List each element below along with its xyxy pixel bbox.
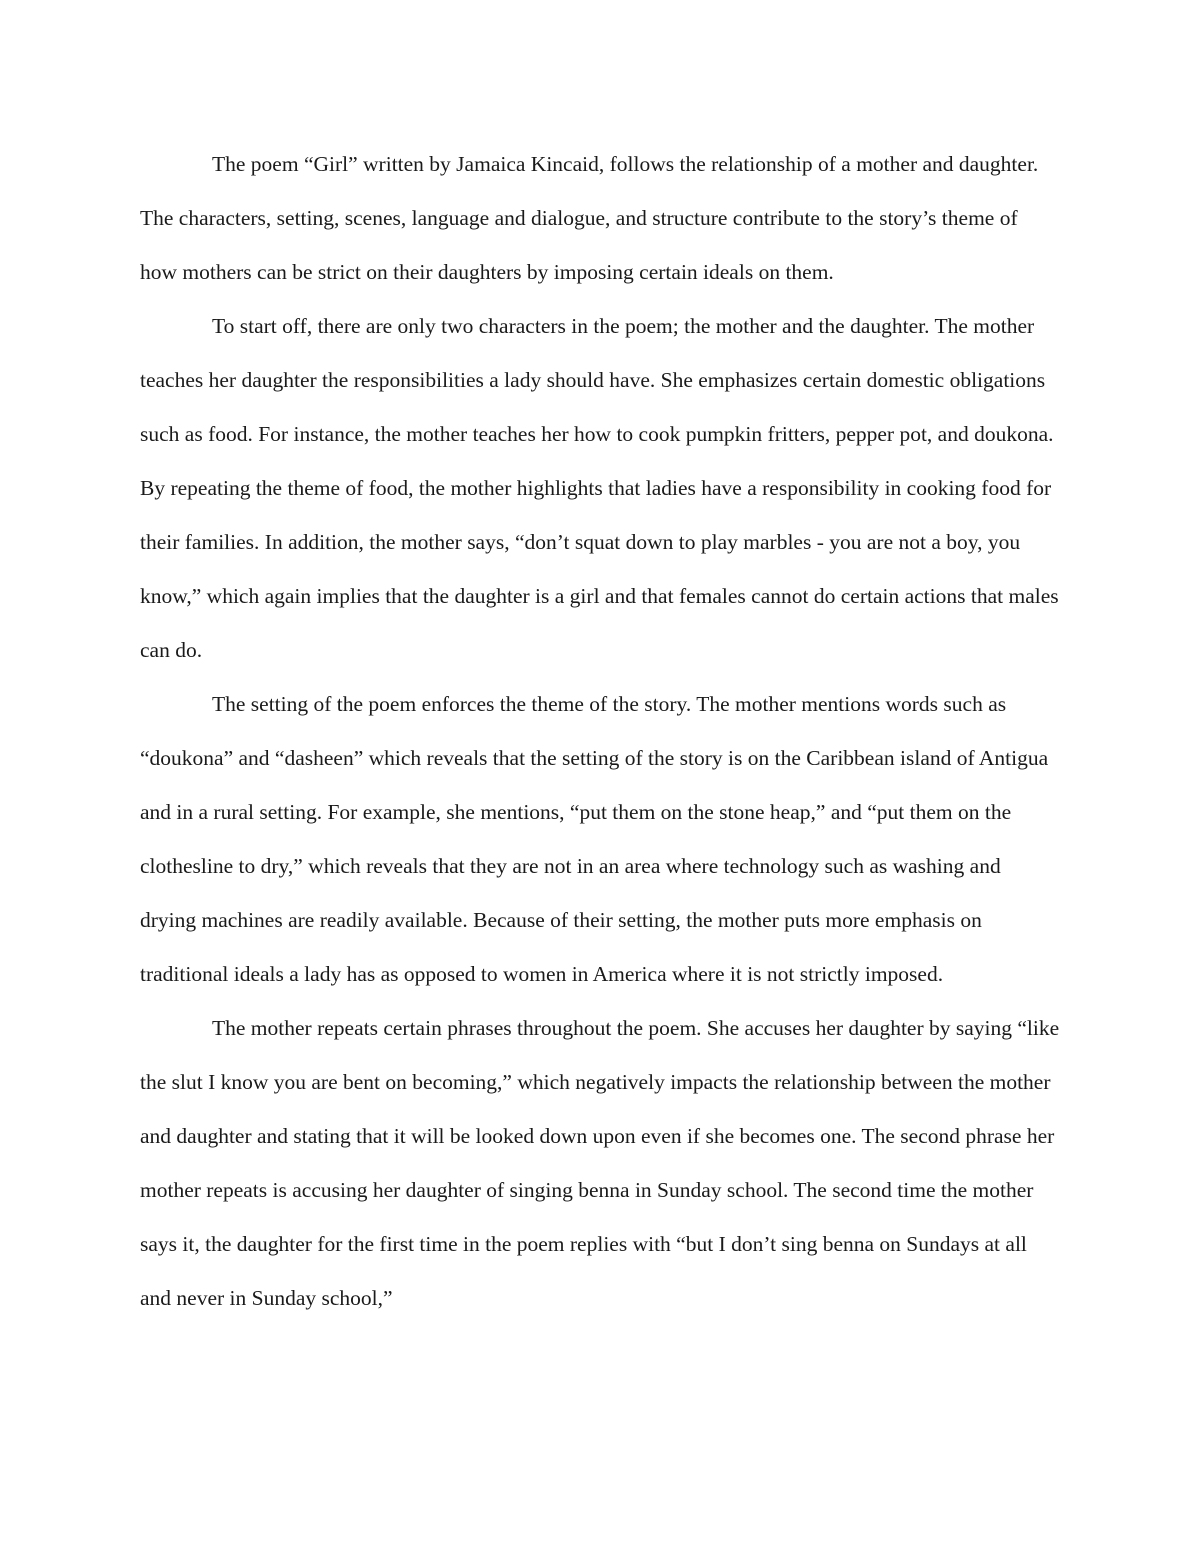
essay-body bbox=[140, 137, 1060, 1325]
paragraph-characters: To start off, there are only two characters in the poem; the mother and the daughter. The mother teaches her daughter the responsibilities a lady should have. She emphasizes certain domestic obligations such as food. For instance, the mother teaches her how to cook pumpkin fritters, pepper pot, and doukona. By repeating the theme of food, the mother highlights that ladies have a responsibility in cooking food for their families. In addition, the mother says, “don’t squat down to play marbles - you are not a boy, you know,” which again implies that the daughter is a girl and that females cannot do certain actions that males can do. bbox=[140, 314, 1059, 662]
paragraph-setting: The setting of the poem enforces the theme of the story. The mother mentions words such as “doukona” and “dasheen” which reveals that the setting of the story is on the Caribbean island of Antigua and in a rural setting. For example, she mentions, “put them on the stone heap,” and “put them on the clothesline to dry,” which reveals that they are not in an area where technology such as washing and drying machines are readily available. Because of their setting, the mother puts more emphasis on traditional ideals a lady has as opposed to women in America where it is not strictly imposed. bbox=[140, 692, 1049, 986]
paragraph-phrases: The mother repeats certain phrases throughout the poem. She accuses her daughter by saying “like the slut I know you are bent on becoming,” which negatively impacts the relationship between the mother and daughter and stating that it will be looked down upon even if she becomes one. The second phrase her mother repeats is accusing her daughter of singing benna in Sunday school. The second time the mother says it, the daughter for the first time in the poem replies with “but I don’t sing benna on Sundays at all and never in Sunday school,” bbox=[140, 1016, 1060, 1310]
paragraph-intro: The poem “Girl” written by Jamaica Kincaid, follows the relationship of a mother and daughter. The characters, setting, scenes, language and dialogue, and structure contribute to the story’s theme of how mothers can be strict on their daughters by imposing certain ideals on them. bbox=[140, 152, 1039, 284]
